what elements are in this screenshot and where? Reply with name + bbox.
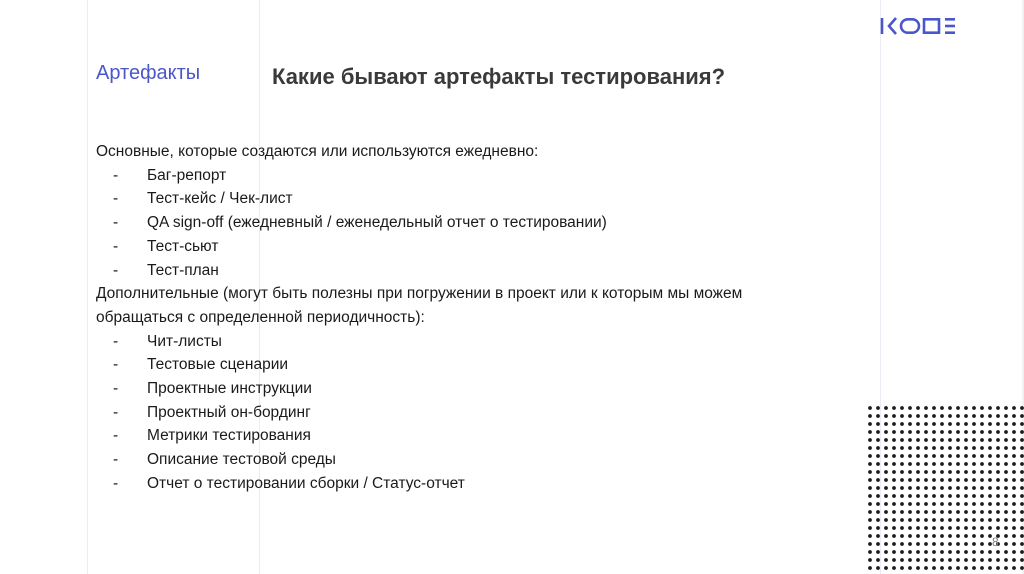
list-item: [96, 211, 836, 235]
list-item-text: Отчет о тестировании сборки / Статус-отчет: [147, 474, 465, 492]
list-item: [96, 377, 836, 401]
bullet-dash: -: [113, 356, 119, 374]
list-item-text: Тест-кейс / Чек-лист: [147, 190, 293, 208]
dot-pattern-decoration: [866, 404, 1024, 574]
section-title: Артефакты: [96, 62, 201, 84]
list-item-text: Баг-репорт: [147, 166, 227, 184]
bullet-dash: -: [113, 190, 119, 208]
list-item-text: Чит-листы: [147, 332, 222, 350]
list-item-text: Описание тестовой среды: [147, 451, 336, 469]
bullet-dash: -: [113, 451, 119, 469]
list-item-text: Проектный он-бординг: [147, 403, 311, 421]
list-item-text: Тест-сьют: [147, 237, 219, 255]
basic-artifacts-list: [96, 164, 836, 283]
bullet-dash: -: [113, 474, 119, 492]
bullet-dash: -: [113, 332, 119, 350]
list-item-text: QA sign-off (ежедневный / еженедельный отчет о тестировании): [147, 214, 607, 232]
page-number: 8: [992, 535, 999, 549]
list-item: [96, 235, 836, 259]
kode-logo-icon: [877, 16, 957, 36]
guide-line-left: [87, 0, 88, 574]
list-item: [96, 259, 836, 283]
list-item: [96, 424, 836, 448]
basic-artifacts-intro: Основные, которые создаются или используются ежедневно:: [96, 143, 539, 160]
bullet-dash: -: [113, 427, 119, 445]
list-item-text: Проектные инструкции: [147, 380, 312, 398]
extra-intro-line-2: обращаться с определенной периодичность):: [96, 308, 425, 326]
extra-artifacts-intro: [96, 282, 836, 329]
list-item: [96, 187, 836, 211]
extra-intro-line-1: Дополнительные (могут быть полезны при погружении в проект или к которым мы можем: [96, 285, 743, 303]
bullet-dash: -: [113, 403, 119, 421]
list-item: [96, 164, 836, 188]
list-item: [96, 472, 836, 496]
bullet-dash: -: [113, 237, 119, 255]
list-item: [96, 330, 836, 354]
bullet-dash: -: [113, 166, 119, 184]
list-item-text: Тестовые сценарии: [147, 356, 289, 374]
slide-title: Какие бывают артефакты тестирования?: [272, 64, 726, 89]
list-item-text: Тест-план: [147, 261, 219, 279]
list-item-text: Метрики тестирования: [147, 427, 311, 445]
list-item: [96, 401, 836, 425]
bullet-dash: -: [113, 214, 119, 232]
bullet-dash: -: [113, 380, 119, 398]
extra-artifacts-list: [96, 330, 836, 496]
list-item: [96, 448, 836, 472]
list-item: [96, 353, 836, 377]
slide-content: [96, 140, 836, 496]
bullet-dash: -: [113, 261, 119, 279]
